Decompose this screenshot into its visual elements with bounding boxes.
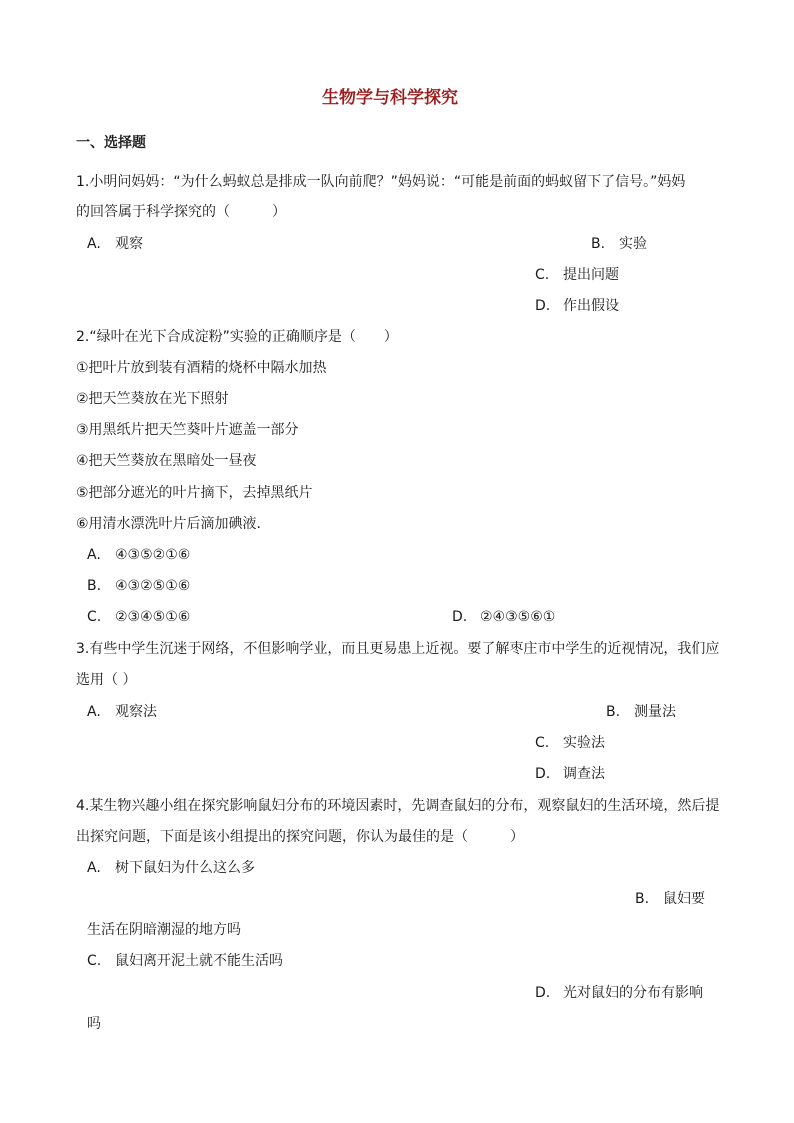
option-text: ②④③⑤⑥① [480, 609, 556, 625]
q1-option-b[interactable] [591, 235, 647, 253]
q2-step: ③用黑纸片把天竺葵叶片遮盖一部分 [76, 422, 299, 438]
option-letter: D. [452, 609, 468, 625]
q4-option-d[interactable] [535, 984, 703, 1002]
q1-stem-line2: 的回答属于科学探究的（ ） [76, 204, 286, 220]
option-text: 树下鼠妇为什么这么多 [115, 860, 255, 876]
option-letter: C. [87, 609, 102, 625]
option-letter: D. [535, 985, 551, 1001]
option-text: 实验法 [563, 735, 605, 751]
q2-option-b[interactable] [87, 577, 190, 595]
q2-stem: 2.“绿叶在光下合成淀粉”实验的正确顺序是（ ） [76, 329, 398, 345]
option-text: 提出问题 [563, 267, 619, 283]
q4-stem-line1: 4.某生物兴趣小组在探究影响鼠妇分布的环境因素时，先调查鼠妇的分布，观察鼠妇的生活环境，然后提 [76, 798, 720, 814]
option-text: 观察法 [115, 704, 157, 720]
option-letter: D. [535, 298, 551, 314]
option-letter: C. [535, 267, 550, 283]
q3-option-c[interactable] [535, 734, 605, 752]
option-text: ②③④⑤①⑥ [115, 609, 191, 625]
q2-step: ④把天竺葵放在黑暗处一昼夜 [76, 453, 257, 469]
option-letter: A. [87, 547, 101, 563]
q2-step: ⑤把部分遮光的叶片摘下，去掉黑纸片 [76, 485, 313, 501]
q3-option-b[interactable] [606, 703, 676, 721]
option-letter: A. [87, 860, 101, 876]
q4-option-d-continuation: 吗 [87, 1016, 101, 1032]
option-text: 作出假设 [563, 298, 619, 314]
option-text: 调查法 [563, 766, 605, 782]
option-letter: C. [535, 735, 550, 751]
section-heading: 一、选择题 [76, 135, 146, 151]
option-text: 光对鼠妇的分布有影响 [563, 985, 703, 1001]
page-title: 生物学与科学探究 [322, 88, 458, 108]
option-text: ④③⑤②①⑥ [115, 547, 191, 563]
q2-option-d[interactable] [452, 608, 555, 626]
q1-stem-line1: 1.小明问妈妈：“为什么蚂蚁总是排成一队向前爬？”妈妈说：“可能是前面的蚂蚁留下了信号。”妈妈 [76, 174, 686, 190]
option-text: ④③②⑤①⑥ [115, 578, 191, 594]
option-text: 鼠妇离开泥土就不能生活吗 [115, 953, 283, 969]
option-letter: B. [591, 236, 606, 252]
q2-step: ①把叶片放到装有酒精的烧杯中隔水加热 [76, 360, 327, 376]
q4-option-c[interactable] [87, 952, 283, 970]
q4-stem-line2: 出探究问题，下面是该小组提出的探究问题，你认为最佳的是（ ） [76, 829, 524, 845]
option-letter: A. [87, 704, 101, 720]
q4-option-b-continuation: 生活在阴暗潮湿的地方吗 [87, 922, 241, 938]
q1-option-c[interactable] [535, 266, 619, 284]
q3-option-d[interactable] [535, 765, 605, 783]
q4-option-b[interactable] [635, 890, 705, 908]
option-text: 实验 [619, 236, 647, 252]
option-text: 观察 [115, 236, 143, 252]
option-text: 鼠妇要 [663, 891, 705, 907]
q3-option-a[interactable] [87, 703, 157, 721]
option-letter: A. [87, 236, 101, 252]
option-letter: B. [606, 704, 621, 720]
q3-stem-line2: 选用（ ） [76, 672, 137, 688]
q2-option-a[interactable] [87, 546, 190, 564]
option-letter: C. [87, 953, 102, 969]
q2-step: ②把天竺葵放在光下照射 [76, 391, 229, 407]
q4-option-a[interactable] [87, 859, 255, 877]
option-letter: B. [87, 578, 102, 594]
option-text: 测量法 [634, 704, 676, 720]
q2-step: ⑥用清水漂洗叶片后滴加碘液. [76, 516, 262, 532]
option-letter: D. [535, 766, 551, 782]
q1-option-a[interactable] [87, 235, 143, 253]
q1-option-d[interactable] [535, 297, 619, 315]
q3-stem-line1: 3.有些中学生沉迷于网络，不但影响学业，而且更易患上近视。要了解枣庄市中学生的近视情况，我们应 [76, 641, 720, 657]
option-letter: B. [635, 891, 650, 907]
q2-option-c[interactable] [87, 608, 190, 626]
